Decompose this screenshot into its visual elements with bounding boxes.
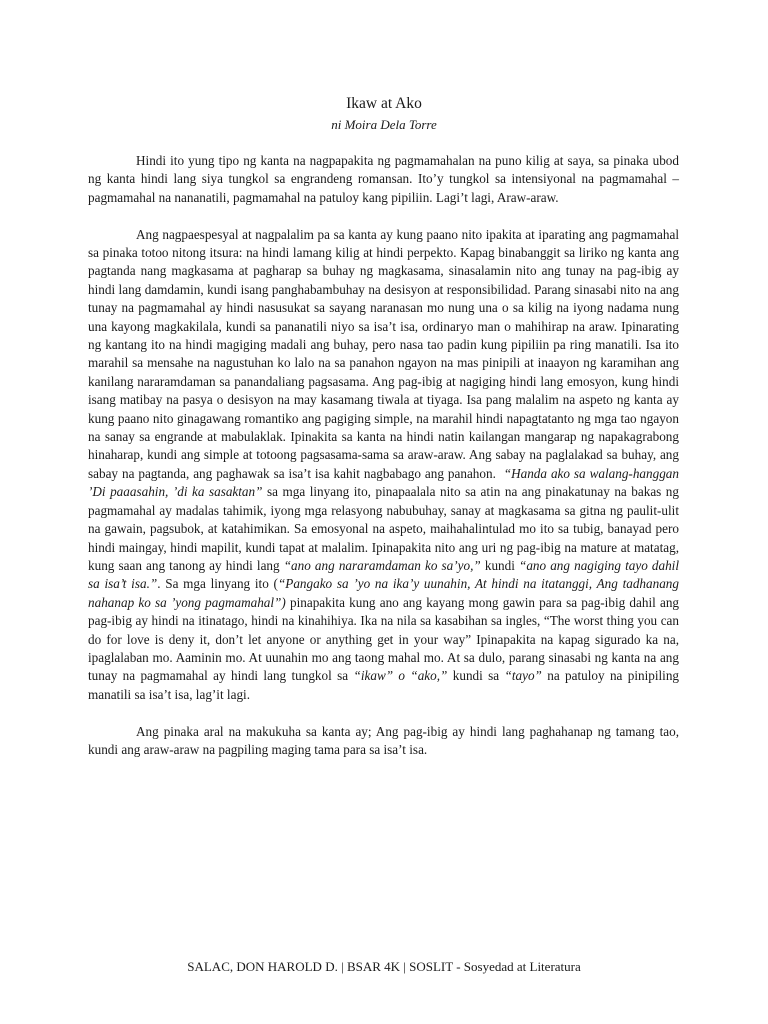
document-body — [88, 152, 679, 759]
paragraph-2 — [88, 226, 679, 705]
paragraph-2-text-4: . Sa mga linyang ito ( — [157, 576, 278, 592]
lyric-quote-2: “ano ang nararamdaman ko sa’yo,” — [283, 557, 481, 573]
lyric-quote-3: “ano ang nagiging tayo dahil sa isa’t isa.” — [88, 557, 680, 592]
paragraph-2-text-2: sa mga linyang ito, pinapaalala nito sa atin na ang pinakatunay na bakas ng pagmamahal ay madalas tahimik, iyong mga relasyong nabubuhay, sanay at magkasama sa gitna ng paulit-ulit na gawain, pagsubok, at katahimikan. Sa emosyonal na aspeto, maihahalintulad mo ito sa tubig, banayad pero hindi maingay, hindi mapilit, kundi tapat at malalim. Ipinapakita nito ang uri ng pag-ibig na mature at matatag, kung saan ang tanong ay hindi lang — [88, 484, 679, 573]
paragraph-2-text-6: kundi sa — [452, 668, 500, 684]
lyric-quote-1: “Handa ako sa walang-hanggan ’Di paaasahin, ’di ka sasaktan” — [88, 465, 679, 500]
paragraph-1: Hindi ito yung tipo ng kanta na nagpapakita ng pagmamahalan na puno kilig at saya, sa pinaka ubod ng kanta hindi lang siya tungkol sa engrandeng romansan. Ito’y tungkol sa intensiyonal na pagmamahal – pagmamahal na nananatili, pagmamahal na patuloy kang pipiliin. Lagi’t lagi, Araw-araw. — [88, 153, 679, 205]
lyric-quote-4: “Pangako sa ’yo na ika’y uunahin, At hindi na itatanggi, Ang tadhanang nahanap ko sa ’yong pagmamahal”) — [88, 576, 679, 610]
document-title: Ikaw at Ako — [346, 95, 422, 112]
lyric-quote-6: “tayo” — [504, 668, 542, 684]
document-footer: SALAC, DON HAROLD D. | BSAR 4K | SOSLIT - Sosyedad at Literatura — [187, 959, 581, 974]
lyric-quote-5: “ikaw” o “ako,” — [353, 668, 448, 684]
paragraph-3: Ang pinaka aral na makukuha sa kanta ay; Ang pag-ibig ay hindi lang paghahanap ng tamang tao, kundi ang araw-araw na pagpiling maging tama para sa isa’t isa. — [88, 723, 679, 757]
paragraph-2-text-5: pinapakita kung ano ang kayang mong gawin para sa pag-ibig dahil ang pag-ibig ay hindi na itinatago, hindi na kinahihiya. Ika na nila sa kasabihan sa ingles, “The worst thing you can do for love is deny it, don’t let anyone or anything get in your way” Ipinapakita na kapag sigurado ka na, ipaglalaban mo. Aaminin mo. At uunahin mo ang taong mahal mo. At sa dulo, parang sinasabi ng kanta na ang tunay na pagmamahal ay hindi lang tungkol sa — [88, 594, 680, 684]
document-author: ni Moira Dela Torre — [331, 117, 437, 132]
paragraph-2-text-7: na patuloy na pinipiling manatili sa isa’t isa, lag’it lagi. — [88, 668, 680, 702]
paragraph-2-text-3: kundi — [484, 557, 515, 573]
paragraph-2-text-1: Ang nagpaespesyal at nagpalalim pa sa kanta ay kung paano nito ipakita at iparating ang pagmamahal sa pinaka totoo nitong itsura: na hindi lamang kilig at hindi perpekto. Kapag binabanggit sa liriko ng kanta ang pagtanda nang magkasama at pagharap sa buhay ng magkasama, sinasalamin nito ang tunay na pag-ibig ay hindi lang damdamin, kundi isang panghabambuhay na desisyon at responsibilidad. Parang sinasabi nito na ang tunay na pagmamahal ay hindi nasusukat sa sayang naranasan mo nung una o sa kilig na iyong nadama nung una kayong magkakilala, kundi sa pananatili niyo sa isa’t isa, ordinaryo man o mahihirap na araw. Ipinarating ng kantang ito na hindi magiging madali ang buhay, pero nasa tao padin kung pipiliin pa ring manatili. Isa ito marahil sa mensahe na nagustuhan ko lalo na sa panahon ngayon na mas pinipili at inaayon ng karamihan ang kanilang nararamdaman sa panandaliang pagsasama. Ang pag-ibig at nagiging hindi lang emosyon, kung hindi isang matibay na pasya o desisyon na may kasamang tiwala at tiyaga. Isa pang malalim na aspeto ng kanta ay kung paano nito ginagawang romantiko ang pagiging simple, na marahil hindi napagtatanto ng mga tao ngayon na sanay sa engrande at mabulaklak. Ipinakita sa kanta na hindi natin kailangan mangarap ng napakagrabong hinaharap, kundi ang simple at totoong pagsasama-sama sa araw-araw. Ang sabay na paglalakad sa buhay, ang sabay na pagtanda, ang paghawak sa isa’t isa kahit nagbabago ang panahon. — [88, 226, 679, 481]
